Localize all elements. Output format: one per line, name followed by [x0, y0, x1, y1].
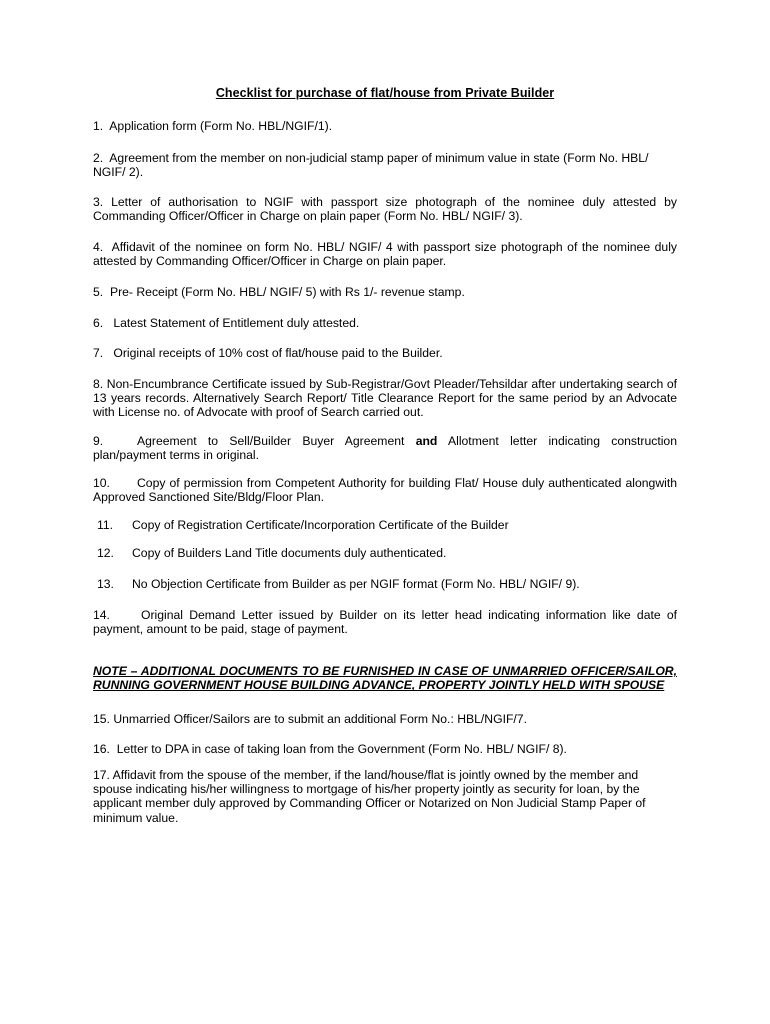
checklist-item-8	[93, 377, 677, 420]
item-text: Original receipts of 10% cost of flat/house paid to the Builder.	[113, 346, 443, 360]
item-text: Agreement from the member on non-judicial stamp paper of minimum value in state (Form No. HBL/ NGIF/ 2).	[93, 151, 649, 180]
item-text: Application form (Form No. HBL/NGIF/1).	[109, 119, 333, 133]
item-number: 12.	[97, 546, 114, 560]
item-number: 14.	[93, 608, 110, 622]
page-title: Checklist for purchase of flat/house from Private Builder	[215, 86, 555, 100]
checklist-item-17	[93, 768, 677, 825]
item-number: 2.	[93, 151, 104, 165]
item-number: 3.	[93, 195, 104, 209]
checklist-item-6	[93, 316, 677, 330]
item-number: 5.	[93, 285, 104, 299]
item-text: Allotment letter indicating construction plan/payment terms in original.	[93, 434, 677, 463]
item-text: Copy of Registration Certificate/Incorporation Certificate of the Builder	[132, 518, 509, 532]
item-number: 6.	[93, 316, 104, 330]
item-text: Latest Statement of Entitlement duly attested.	[113, 316, 360, 330]
item-text: Unmarried Officer/Sailors are to submit an additional Form No.: HBL/NGIF/7.	[113, 712, 527, 726]
checklist-item-3	[93, 195, 677, 223]
item-text: Letter to DPA in case of taking loan from the Government (Form No. HBL/ NGIF/ 8).	[116, 742, 567, 756]
item-number: 7.	[93, 346, 104, 360]
item-text: Non-Encumbrance Certificate issued by Sub-Registrar/Govt Pleader/Tehsildar after undertaking search of 13 years records. Alternatively Search Report/ Title Clearance Report for the same period by an Advocate with License no. of Advocate with proof of Search carried out.	[93, 377, 677, 420]
item-number: 13.	[97, 577, 114, 591]
item-number: 16.	[93, 742, 110, 756]
item-text: No Objection Certificate from Builder as per NGIF format (Form No. HBL/ NGIF/ 9).	[132, 577, 580, 591]
checklist-item-2	[93, 151, 677, 179]
item-text: Affidavit from the spouse of the member, if the land/house/flat is jointly owned by the member and spouse indicating his/her willingness to mortgage of his/her property jointly as security for loan, by the applicant member duly approved by Commanding Officer or Notarized on Non Judicial Stamp Paper of minimum value.	[93, 768, 646, 825]
item-text: Agreement to Sell/Builder Buyer Agreement	[137, 434, 405, 448]
checklist-item-14	[93, 608, 677, 636]
checklist-item-9	[93, 434, 677, 462]
checklist-item-16	[93, 742, 677, 756]
checklist-item-11	[97, 518, 681, 532]
item-number: 17.	[93, 768, 110, 782]
checklist-item-5	[93, 285, 677, 299]
checklist-item-13	[97, 577, 681, 591]
checklist-item-10	[93, 476, 677, 504]
item-number: 11.	[97, 518, 114, 532]
checklist-item-4	[93, 240, 677, 268]
checklist-item-1	[93, 119, 677, 133]
item-text-emphasis: and	[415, 434, 438, 448]
item-number: 9.	[93, 434, 104, 448]
item-number: 10.	[93, 476, 110, 490]
item-text: Copy of Builders Land Title documents duly authenticated.	[132, 546, 447, 560]
item-number: 15.	[93, 712, 110, 726]
checklist-item-15	[93, 712, 677, 726]
checklist-item-7	[93, 346, 677, 360]
note-heading: NOTE – ADDITIONAL DOCUMENTS TO BE FURNISHED IN CASE OF UNMARRIED OFFICER/SAILOR, RUNNING GOVERNMENT HOUSE BUILDING ADVANCE, PROPERTY JOINTLY HELD WITH SPOUSE	[93, 664, 677, 693]
item-text: Letter of authorisation to NGIF with passport size photograph of the nominee duly attested by Commanding Officer/Officer in Charge on plain paper (Form No. HBL/ NGIF/ 3).	[93, 195, 677, 224]
item-number: 8.	[93, 377, 104, 391]
item-text: Pre- Receipt (Form No. HBL/ NGIF/ 5) with Rs 1/- revenue stamp.	[109, 285, 465, 299]
checklist-item-12	[97, 546, 681, 560]
item-text: Copy of permission from Competent Authority for building Flat/ House duly authenticated alongwith Approved Sanctioned Site/Bldg/Floor Plan.	[93, 476, 677, 505]
item-text: Affidavit of the nominee on form No. HBL/ NGIF/ 4 with passport size photograph of the nominee duly attested by Commanding Officer/Officer in Charge on plain paper.	[93, 240, 678, 269]
item-number: 1.	[93, 119, 104, 133]
item-number: 4.	[93, 240, 104, 254]
item-text: Original Demand Letter issued by Builder on its letter head indicating information like date of payment, amount to be paid, stage of payment.	[93, 608, 677, 637]
